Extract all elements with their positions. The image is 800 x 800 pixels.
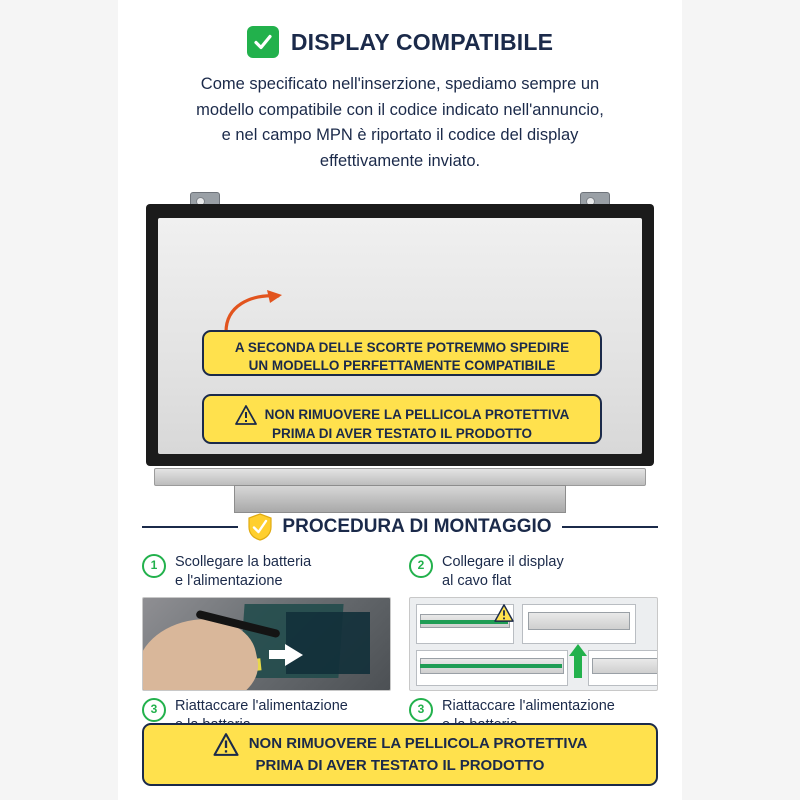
intro-line-4: effettivamente inviato. [319,151,481,170]
step-line-2: e l'alimentazione [175,573,283,590]
display-metal-strip [234,485,566,513]
header [118,26,682,58]
green-arrow-tail-icon [574,656,582,678]
intro-line-1: Come specificato nell'inserzione, spediamo sempre un [200,75,600,93]
warning-triangle-icon [213,733,239,756]
infographic-sheet [118,0,682,800]
procedure-title: PROCEDURA DI MONTAGGIO [282,516,552,538]
step-line-1: Riattaccare l'alimentazione [175,697,348,714]
compatibility-callout-line-1: A SECONDA DELLE SCORTE POTREMMO SPEDIRE [234,340,570,356]
intro-paragraph [142,72,658,174]
step-text [175,553,311,591]
footer-line-1: NON RIMUOVERE LA PELLICOLA PROTETTIVA [248,735,588,753]
warning-triangle-icon [235,405,257,425]
procedure-steps [142,553,658,734]
footer-line-2: PRIMA DI AVER TESTATO IL PRODOTTO [255,756,545,774]
footer-warning-banner [142,723,658,786]
step-line-2: al cavo flat [442,573,512,590]
flat-cable-right [528,612,630,630]
step-line-1: Scollegare la batteria [175,554,312,571]
step-number: 3 [142,698,166,722]
intro-line-3: e nel campo MPN è riportato il codice del display [221,126,579,145]
film-warning-callout [202,394,602,444]
procedure-heading [118,513,682,541]
flat-cable-connector-photo [409,597,658,691]
step-number: 2 [409,554,433,578]
connector-contacts-bottom-left [420,664,562,668]
step-2 [409,553,658,591]
check-icon [247,26,279,58]
divider-left [142,526,238,528]
compatibility-callout [202,330,602,376]
white-arrow-icon [285,644,303,666]
film-warning-line-2: PRIMA DI AVER TESTATO IL PRODOTTO [271,426,532,442]
display-illustration [146,192,654,497]
compatibility-callout-line-2: UN MODELLO PERFETTAMENTE COMPATIBILE [248,358,556,374]
curved-arrow-icon [220,288,290,336]
divider-right [562,526,658,528]
display-panel [146,204,654,466]
step-1 [142,553,391,591]
step-line-1: Collegare il display [442,554,564,571]
shield-icon [248,513,272,541]
display-screen-surface [158,218,642,454]
step-number: 1 [142,554,166,578]
warning-triangle-icon [494,604,514,622]
display-bottom-bezel [154,468,646,486]
step-number: 3 [409,698,433,722]
green-up-arrow-icon [569,644,587,656]
film-warning-line-1: NON RIMUOVERE LA PELLICOLA PROTETTIVA [264,407,570,423]
step-text [442,553,564,591]
laptop-battery-disconnect-photo [142,597,391,691]
flat-cable-bottom-right [592,658,658,674]
step-line-1: Riattaccare l'alimentazione [442,697,615,714]
page-title: DISPLAY COMPATIBILE [290,28,554,55]
intro-line-2: modello compatibile con il codice indicato nell'annuncio, [196,100,604,119]
